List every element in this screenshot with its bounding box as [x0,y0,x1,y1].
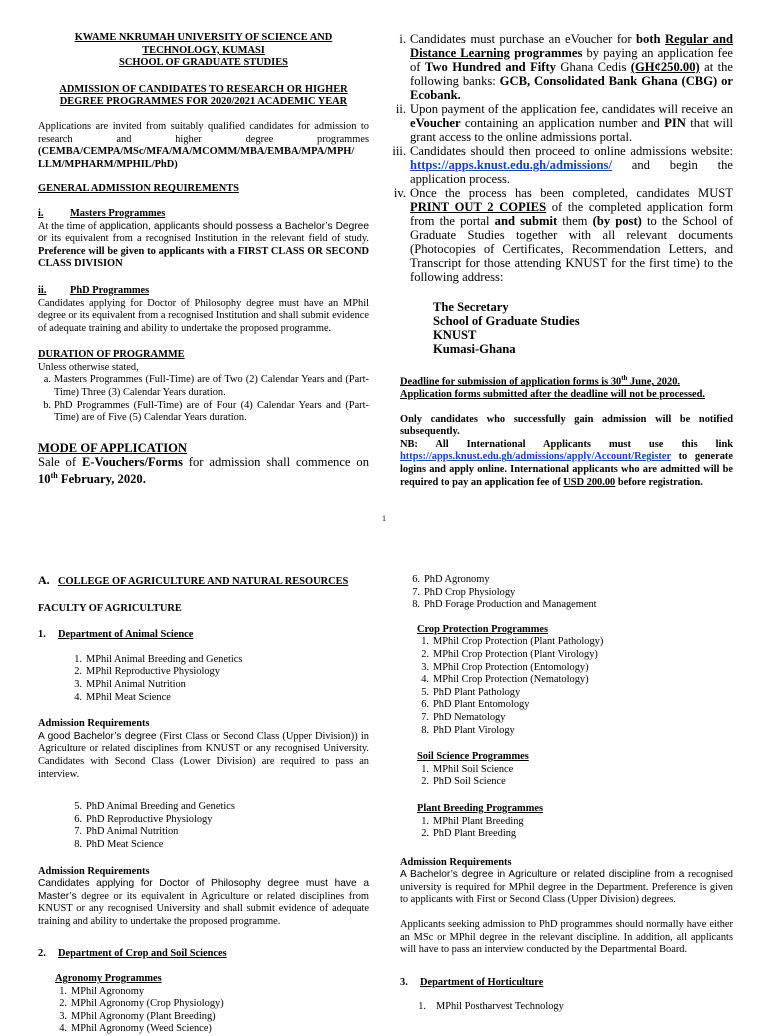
list-marker: 4. [59,1023,67,1035]
list-text: MPhil Crop Protection (Entomology) [433,661,589,673]
mode-date-sup: th [50,470,58,480]
nb-note [400,439,733,489]
list-item [70,654,369,667]
list-marker: 4. [421,674,429,686]
masters-num: i. [38,207,44,219]
list-marker: 5. [74,801,82,813]
list-item [417,776,733,789]
list-item [417,725,733,738]
list-marker: 2. [421,776,429,788]
list-marker: 6. [412,574,420,585]
step-i-b1: both [636,32,666,46]
dept1-req1-text [38,731,369,781]
list-item [70,666,369,679]
duration-list [38,374,369,424]
list-item [70,839,369,852]
step-marker: iii. [392,144,406,158]
list-text: MPhil Agronomy (Plant Breeding) [71,1010,216,1022]
admissions-link[interactable]: https://apps.knust.edu.gh/admissions/ [410,158,612,172]
list-marker: 3. [59,1010,67,1022]
page2-left-column [38,574,369,1036]
step-iii-b: and begin the application process. [410,158,733,186]
list-item [55,1023,369,1036]
address-line: KNUST [433,328,477,342]
crop-protection-list [417,636,733,737]
list-marker: 7. [421,711,429,723]
list-text: MPhil Meat Science [86,691,171,703]
list-item [417,828,733,841]
header-line-3: SCHOOL OF GRADUATE STUDIES [119,57,288,69]
intro-paragraph [38,121,369,171]
mode-sale-mid: for admission shall commence on [182,454,369,469]
list-text: PhD Soil Science [433,776,506,788]
crop-protection-heading: Crop Protection Programmes [417,623,549,635]
mode-text [38,455,369,486]
deadline-c: Application forms submitted after the deadline will not be processed. [400,389,705,401]
step-ii-e: that will grant access to the online admissions portal. [410,116,734,144]
masters-title: Masters Programmes [70,207,166,219]
college-title: COLLEGE OF AGRICULTURE AND NATURAL RESOURCES [58,576,349,587]
dept1-req2-sans: Candidates applying for Doctor of Philosophy degree must have a Master’s [38,878,369,902]
page2-right-column [400,574,733,1014]
dept1-phd-list [38,801,369,851]
list-item [417,636,733,649]
address-line: School of Graduate Studies [433,314,580,328]
list-marker: 6. [421,699,429,711]
list-marker: 7. [74,826,82,838]
application-steps [388,32,733,284]
step-marker: i. [399,32,406,46]
list-text: MPhil Soil Science [433,763,514,775]
list-marker: 5. [421,686,429,698]
list-marker: 3. [421,661,429,673]
list-item [417,712,733,725]
list-text: MPhil Plant Breeding [433,815,524,827]
list-text: PhD Nematology [433,711,506,723]
international-register-link[interactable]: https://apps.knust.edu.gh/admissions/apply/Account/Register [400,451,671,463]
list-text: PhD Plant Entomology [433,699,530,711]
dept2-req-heading: Admission Requirements [400,856,512,868]
list-item [70,801,369,814]
dept3-heading [400,977,733,990]
phd-heading [38,285,369,298]
notify-note [388,414,733,490]
dept2-num: 2. [38,948,46,960]
list-item [70,679,369,692]
list-item [408,587,733,600]
step-i-b2: Regular and Distance Learning [410,32,733,60]
list-item [38,374,369,399]
list-text: MPhil Crop Protection (Plant Pathology) [433,636,604,648]
list-text: MPhil Reproductive Physiology [86,666,220,678]
list-marker: 1. [418,1001,426,1013]
list-item [414,1001,733,1014]
nb-a: NB: All International Applicants must use this link [400,438,733,450]
mode-heading: MODE OF APPLICATION [38,440,188,455]
list-item [417,662,733,675]
list-marker: 2. [59,998,67,1010]
masters-preference: Preference will be given to applicants with a FIRST CLASS OR SECOND CLASS DIVISION [38,245,369,270]
list-text: PhD Forage Production and Management [424,599,597,611]
mode-date-rest: February, 2020. [60,472,146,487]
list-text: MPhil Agronomy (Crop Physiology) [71,998,224,1010]
list-item [38,400,369,425]
list-marker: 1. [74,653,82,665]
list-marker: 8. [74,838,82,850]
list-text: PhD Programmes (Full-Time) are of Four (4) Calendar Years and (Part-Time) are of Five (5) Calendar Years duration. [54,399,369,424]
list-item [70,826,369,839]
list-item [55,1011,369,1024]
list-item [417,649,733,662]
college-letter: A. [38,573,50,587]
phd-title: PhD Programmes [70,284,150,296]
step-ii-a: Upon payment of the application fee, candidates will receive an [410,102,733,116]
general-requirements-heading: GENERAL ADMISSION REQUIREMENTS [38,183,239,195]
list-item [408,599,733,612]
step-iv-e: them [557,214,593,228]
step-iii [388,144,733,186]
dept1-req1-heading: Admission Requirements [38,718,150,730]
nb-fee: USD 200.00 [563,476,616,488]
step-i-b3: programmes [509,46,583,60]
step-i-a: Candidates must purchase an eVoucher for [410,32,637,46]
dept2-title: Department of Crop and Soil Sciences [58,948,227,960]
agronomy-list [55,986,369,1036]
list-text: MPhil Postharvest Technology [436,1001,564,1013]
admission-title-line-2: DEGREE PROGRAMMES FOR 2020/2021 ACADEMIC YEAR [59,96,348,108]
dept1-req2-body: degree or its equivalent in Agriculture or related disciplines from KNUST or any recognised University and shall submit evidence of adequate training and ability to undertake the proposed programme. [38,890,369,927]
intro-text: Applications are invited from suitably qualified candidates for admission to research and higher degree programmes [38,120,369,145]
list-item [417,699,733,712]
dept1-req2-heading: Admission Requirements [38,865,150,877]
dept2-req-body: recognised university is required for MPhil degree in the Department. Preference is given to applicants with First or Second Class (Upper Division) degrees. [400,869,733,906]
page-2 [0,560,768,1035]
step-i-f: (GH¢250.00) [630,60,700,74]
mode-sale-bold: E-Vouchers/Forms [81,454,183,469]
page1-left-column [38,32,369,486]
list-item [55,986,369,999]
step-ii-d: PIN [664,116,686,130]
page-number: 1 [382,514,386,523]
list-marker: 7. [412,586,420,598]
header-line-1: KWAME NKRUMAH UNIVERSITY OF SCIENCE AND [74,32,333,43]
list-text: PhD Reproductive Physiology [86,813,213,825]
list-text: PhD Plant Virology [433,724,515,736]
list-text: PhD Crop Physiology [424,586,516,598]
list-marker: 2. [421,648,429,660]
mode-date-day: 10 [38,472,51,487]
intro-programmes: (CEMBA/CEMPA/MSc/MFA/MA/MCOMM/MBA/EMBA/MPA/MPH/ LLM/MPHARM/MPHIL/PhD) [38,146,355,170]
list-item [417,687,733,700]
dept3-list [400,1001,733,1014]
dept2-req-sans: A Bachelor’s degree in Agriculture or related discipline from a [400,869,685,881]
dept1-title: Department of Animal Science [58,629,194,641]
deadline-notice [388,372,733,402]
duration-intro: Unless otherwise stated, [38,361,139,373]
list-item [70,814,369,827]
step-iv-f: (by post) [592,214,642,228]
list-marker: 6. [74,813,82,825]
step-marker: ii. [395,102,406,116]
step-iv-g: to the School of Graduate Studies together with all relevant documents (Photocopies of Certificates, Recommendation Letters, and Transcript for those attending KNUST for the first time) to the following address: [410,214,734,284]
address-line: The Secretary [433,300,509,314]
list-item [417,816,733,829]
list-text: PhD Agronomy [424,574,490,585]
list-text: MPhil Agronomy (Weed Science) [71,1023,212,1035]
address-line: Kumasi-Ghana [433,342,516,356]
list-text: MPhil Crop Protection (Plant Virology) [433,648,598,660]
step-marker: iv. [393,186,406,200]
masters-text [38,221,369,271]
nb-b: to generate logins and apply online. International applicants who are admitted will be required to pay an application fee of [400,451,733,488]
university-header [38,32,369,70]
mode-sale-pre: Sale of [38,454,82,469]
list-item [70,692,369,705]
step-i [388,32,733,102]
dept2-heading [38,948,369,961]
dept3-title: Department of Horticulture [420,976,544,988]
faculty-heading: FACULTY OF AGRICULTURE [38,602,182,614]
list-marker: 1. [421,636,429,648]
list-text: PhD Meat Science [86,838,164,850]
agronomy-list-continued [400,574,733,612]
step-i-c: by paying an application fee of [410,46,734,74]
list-marker: 4. [74,691,82,703]
notify-text: Only candidates who successfully gain admission will be notified subsequently. [400,413,733,438]
list-text: MPhil Agronomy [71,985,145,997]
list-marker: 3. [74,678,82,690]
list-marker: 2. [74,666,82,678]
soil-science-list [417,764,733,789]
masters-heading [38,208,369,221]
duration-heading: DURATION OF PROGRAMME [38,349,185,361]
masters-text-a: At the time of [38,220,100,232]
step-iv-b: PRINT OUT 2 COPIES [410,200,547,214]
plant-breeding-heading: Plant Breeding Programmes [417,802,544,814]
list-text: Masters Programmes (Full-Time) are of Two (2) Calendar Years and (Part-Time) Three (3) Calendar Years duration. [54,374,369,399]
college-heading [38,574,369,589]
list-marker: a. [43,374,51,386]
list-marker: b. [43,399,51,411]
step-ii-b: eVoucher [410,116,461,130]
list-marker: 8. [412,599,420,611]
dept1-num: 1. [38,629,46,641]
nb-c: before registration. [615,476,703,488]
mailing-address [388,300,733,356]
deadline-b: June, 2020. [627,376,680,388]
dept2-req-phd: Applicants seeking admission to PhD programmes should normally have either an MSc or MPhil degree in the relevant discipline. In addition, all applicants will have to pass an interview conducted by the Departmental Board. [400,919,733,956]
agronomy-heading: Agronomy Programmes [55,973,162,985]
dept1-req1-sans: A good Bachelor’s degree [38,730,157,742]
dept1-heading [38,629,369,642]
header-line-2: TECHNOLOGY, KUMASI [142,44,265,56]
list-text: PhD Animal Breeding and Genetics [86,801,235,813]
deadline-sup: th [621,374,628,382]
page1-right-column [388,32,733,489]
step-i-g: at the following banks: [410,60,734,88]
admission-title-line-1: ADMISSION OF CANDIDATES TO RESEARCH OR HIGHER [59,83,348,95]
step-ii-c: containing an application number and [460,116,665,130]
soil-science-heading: Soil Science Programmes [417,751,529,763]
dept1-req2-text [38,878,369,928]
masters-text-sans: application, applicants should possess a Bachelor’s Degree or [38,220,369,245]
dept3-num: 3. [400,976,408,988]
list-text: PhD Animal Nutrition [86,826,179,838]
list-marker: 8. [421,724,429,736]
list-text: MPhil Crop Protection (Nematology) [433,674,589,686]
list-text: PhD Plant Pathology [433,686,521,698]
step-i-d: Two Hundred and Fifty [424,60,556,74]
dept1-req1-body: (First Class or Second Class (Upper Division)) in Agriculture or related disciplines from KNUST or any recognised University. Candidates with Second Class (Lower Division) are required to pass an interview. [38,730,369,780]
list-text: MPhil Animal Nutrition [86,678,186,690]
step-iv-d: and submit [494,214,558,228]
phd-text: Candidates applying for Doctor of Philosophy degree must have an MPhil degree or its equivalent from a recognised Institution and shall submit evidence of adequate training and ability to undertake the proposed programme. [38,297,369,334]
list-item [408,574,733,587]
list-text: MPhil Animal Breeding and Genetics [86,653,243,665]
dept1-mphil-list [38,654,369,704]
list-marker: 1. [421,763,429,775]
admission-title [38,84,369,109]
step-i-h: GCB, Consolidated Bank Ghana (CBG) or Ecobank. [410,74,733,102]
list-item [417,764,733,777]
step-iii-a: Candidates should then proceed to online admissions website: [410,144,733,158]
step-iv-a: Once the process has been completed, candidates MUST [410,186,733,200]
dept2-req-text [400,869,733,907]
list-marker: 2. [421,828,429,840]
step-ii [388,102,733,144]
step-iv-c: of the completed application form from the portal [410,200,733,228]
masters-text-b: its equivalent from a recognised Institution in the relevant field of study. [47,233,369,245]
step-i-e: Ghana Cedis [555,60,631,74]
list-item [417,674,733,687]
list-item [55,998,369,1011]
list-marker: 1. [421,815,429,827]
deadline-a: Deadline for submission of application forms is 30 [400,376,622,388]
step-iv [388,186,733,284]
phd-num: ii. [38,284,47,296]
list-text: PhD Plant Breeding [433,828,517,840]
plant-breeding-list [417,816,733,841]
list-marker: 1. [59,985,67,997]
